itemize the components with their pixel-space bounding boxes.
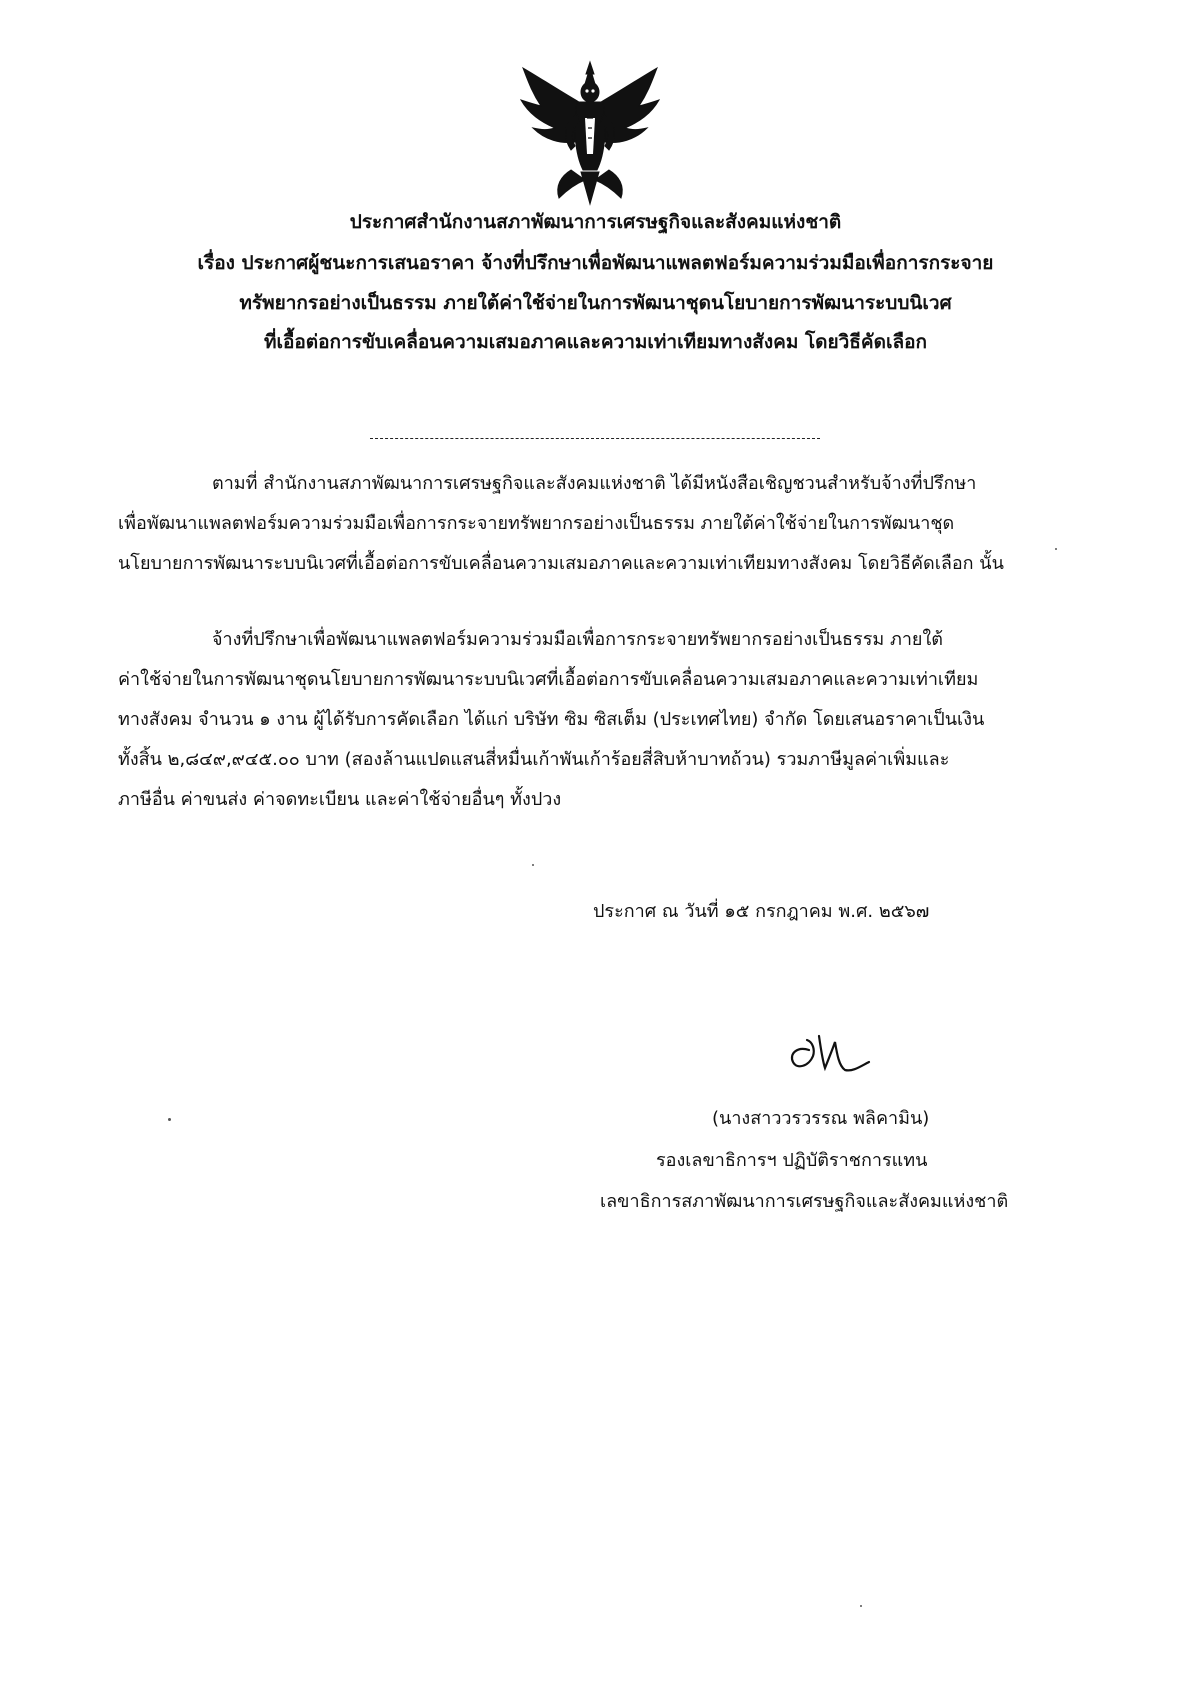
paragraph-1-line: เพื่อพัฒนาแพลตฟอร์มความร่วมมือเพื่อการกระจายทรัพยากรอย่างเป็นธรรม ภายใต้ค่าใช้จ่ายในการพัฒนาชุด (118, 513, 955, 534)
paragraph-2-line: จ้างที่ปรึกษาเพื่อพัฒนาแพลตฟอร์มความร่วมมือเพื่อการกระจายทรัพยากรอย่างเป็นธรรม ภายใต้ (212, 629, 943, 650)
signatory-name: (นางสาววรวรรณ พลิคามิน) (712, 1108, 930, 1129)
subject-line: ที่เอื้อต่อการขับเคลื่อนความเสมอภาคและความเท่าเทียมทางสังคม โดยวิธีคัดเลือก (263, 331, 928, 353)
paragraph-1-line: ตามที่ สำนักงานสภาพัฒนาการเศรษฐกิจและสังคมแห่งชาติ ได้มีหนังสือเชิญชวนสำหรับจ้างที่ปรึกษา (212, 473, 977, 494)
scan-speck (532, 864, 534, 866)
paragraph-2-line: ทั้งสิ้น ๒,๘๔๙,๙๔๕.๐๐ บาท (สองล้านแปดแสนสี่หมื่นเก้าพันเก้าร้อยสี่สิบห้าบาทถ้วน) รวมภาษีมูลค่าเพิ่มและ (118, 749, 950, 770)
scan-speck (168, 1118, 171, 1121)
paragraph-1-line: นโยบายการพัฒนาระบบนิเวศที่เอื้อต่อการขับเคลื่อนความเสมอภาคและความเท่าเทียมทางสังคม โดยวิธีคัดเลือก นั้น (118, 553, 1004, 574)
title-divider (370, 438, 820, 439)
subject-line: ทรัพยากรอย่างเป็นธรรม ภายใต้ค่าใช้จ่ายในการพัฒนาชุดนโยบายการพัฒนาระบบนิเวศ (239, 292, 952, 314)
paragraph-2-line: ค่าใช้จ่ายในการพัฒนาชุดนโยบายการพัฒนาระบบนิเวศที่เอื้อต่อการขับเคลื่อนความเสมอภาคและความเท่าเทียม (118, 669, 979, 690)
scan-speck (860, 1605, 862, 1607)
garuda-emblem-icon (515, 58, 665, 208)
subject-line: เรื่อง ประกาศผู้ชนะการเสนอราคา จ้างที่ปรึกษาเพื่อพัฒนาแพลตฟอร์มความร่วมมือเพื่อการกระจาย (197, 252, 994, 274)
paragraph-2-line: ทางสังคม จำนวน ๑ งาน ผู้ได้รับการคัดเลือก ได้แก่ บริษัท ซิม ซิสเต็ม (ประเทศไทย) จำกัด โดยเสนอราคาเป็นเงิน (118, 709, 985, 730)
signatory-title: เลขาธิการสภาพัฒนาการเศรษฐกิจและสังคมแห่งชาติ (600, 1191, 1009, 1212)
announcement-heading: ประกาศสำนักงานสภาพัฒนาการเศรษฐกิจและสังคมแห่งชาติ (349, 211, 842, 233)
announcement-date: ประกาศ ณ วันที่ ๑๕ กรกฎาคม พ.ศ. ๒๕๖๗ (593, 901, 930, 922)
paragraph-2-line: ภาษีอื่น ค่าขนส่ง ค่าจดทะเบียน และค่าใช้จ่ายอื่นๆ ทั้งปวง (118, 789, 562, 810)
scan-speck (1055, 548, 1057, 550)
handwritten-signature-icon (783, 1028, 873, 1080)
signatory-position: รองเลขาธิการฯ ปฏิบัติราชการแทน (656, 1150, 928, 1171)
